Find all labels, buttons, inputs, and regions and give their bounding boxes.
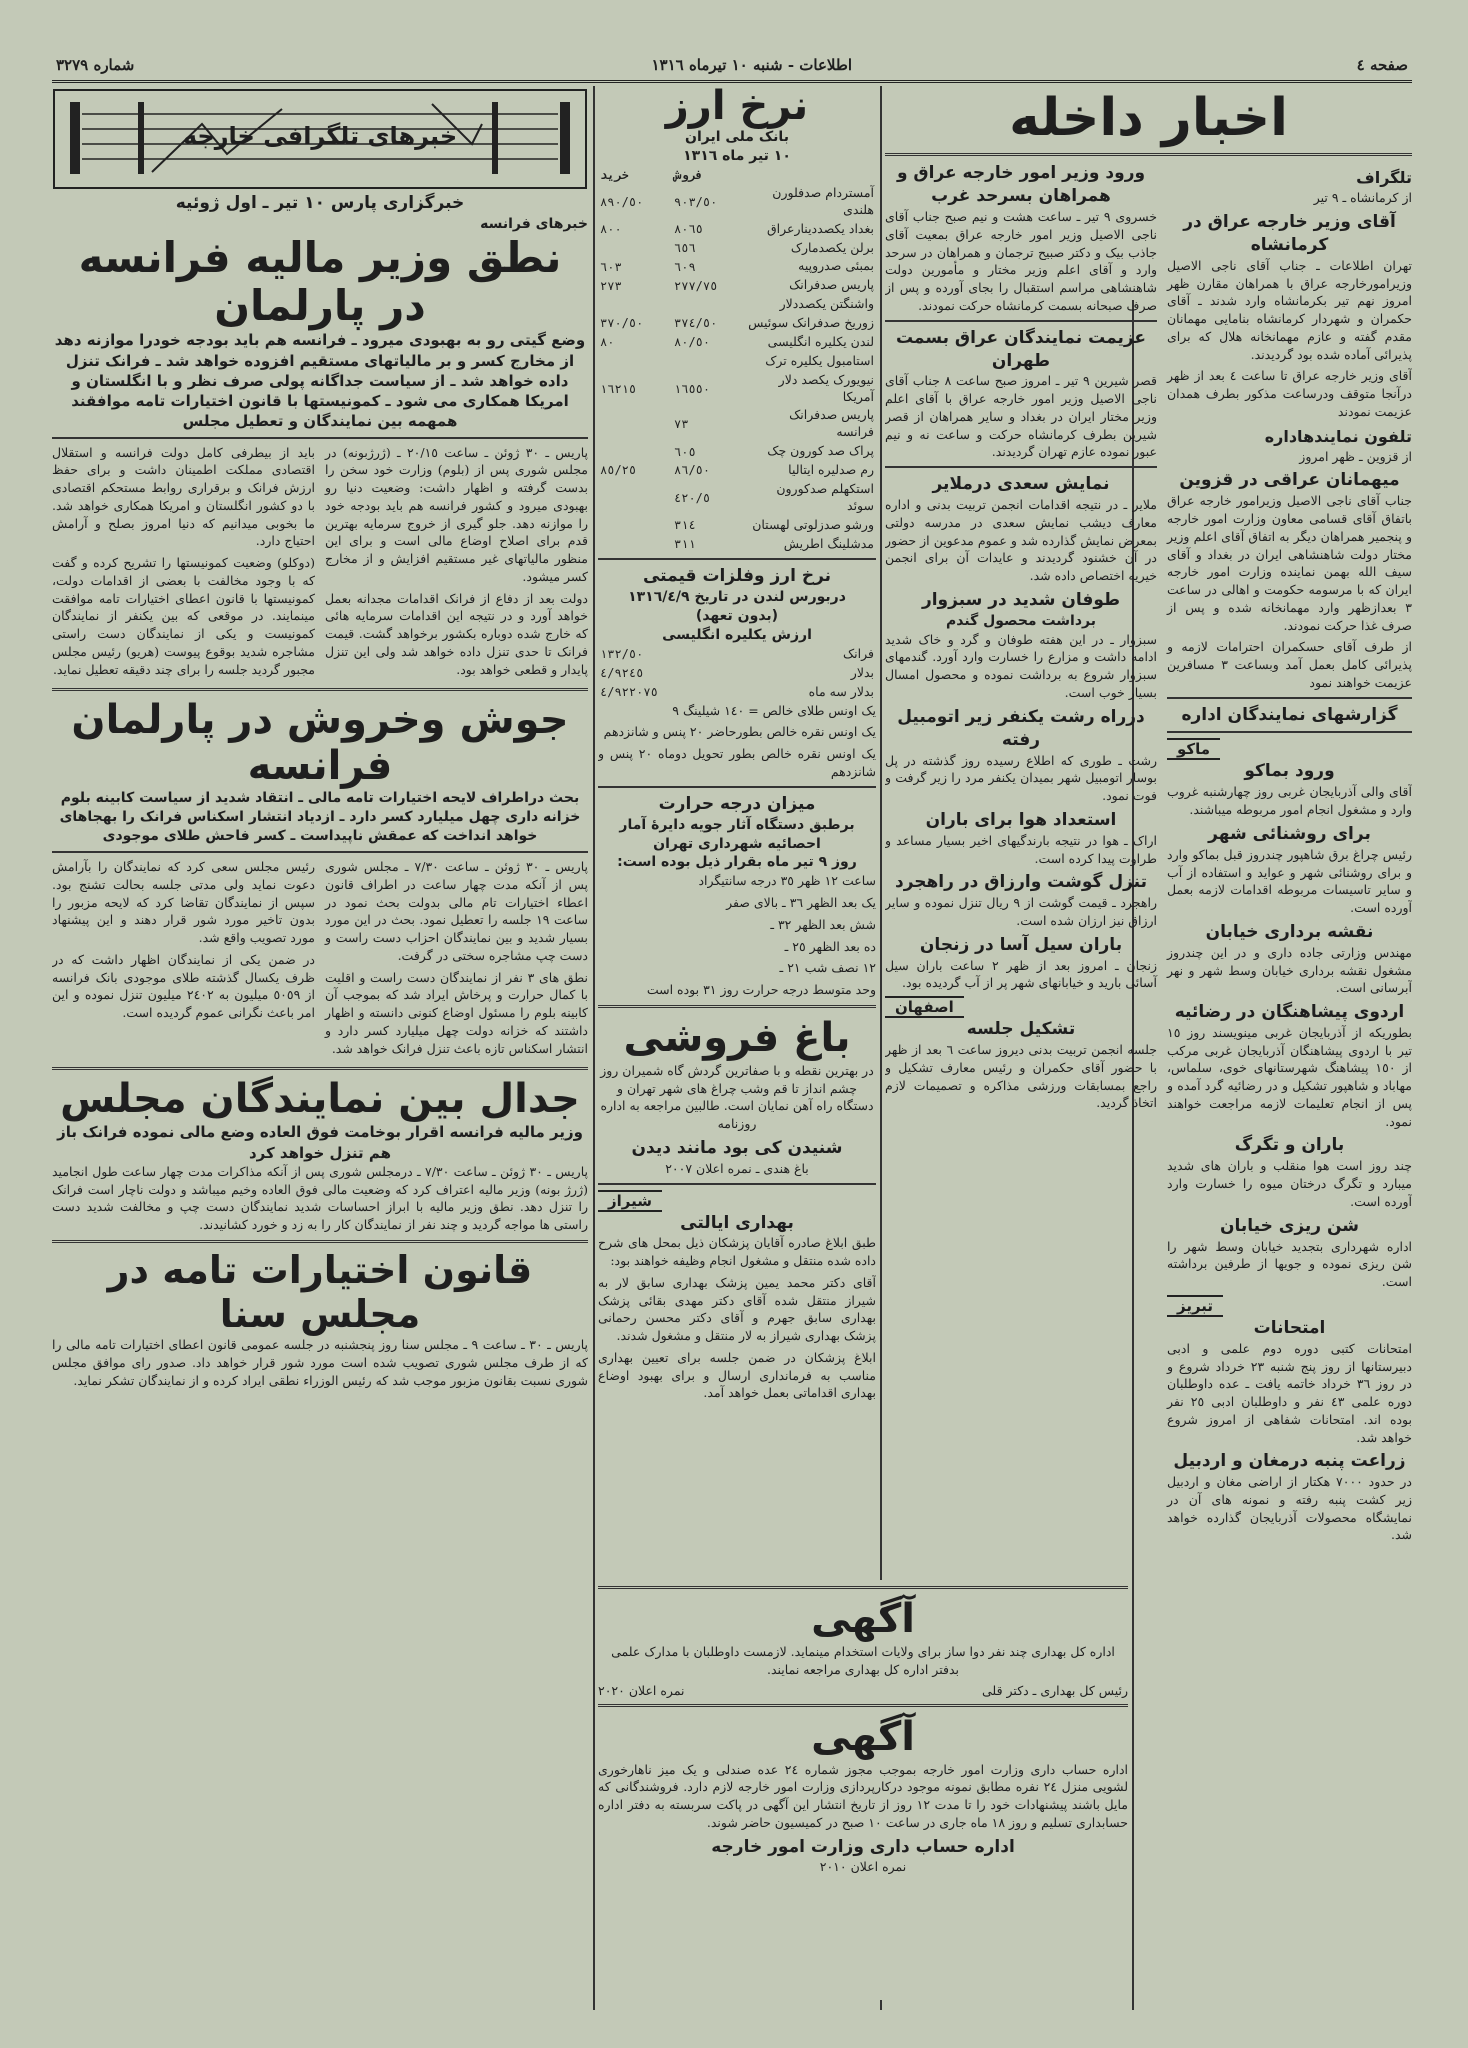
rate-row (598, 461, 876, 480)
ad2-body: اداره حساب داری وزارت امور خارجه بموجب مجوز شماره ٢٤ عده صندلی و یک میز ناهارخوری لشویی منزل ٢٤ نفره مطابق نمونه موجود درکارپردازی وزارت امور خارجه لازم دارد. فروشندگانی که مایل باشند پیشنهادات خود را تا مدت ١٢ روز از تاریخ انتشار این آگهی در پاکت سربسته به دفتر اداره حسابداری تسلیم و روز ١٨ ماه جاری در ساعت ١٠ صبح در کمیسیون حاضر شوند. (598, 1761, 1128, 1830)
kermanshah-title: آقای وزیر خارجه عراق در کرمانشاه (1183, 211, 1396, 255)
shiraz-body3: ابلاغ پزشکان در ضمن جلسه برای تعیین بهداری مناسب به فرمانداری ارسال و برای بهبود اوضاع بهداری اقداماتی بعمل خواهد آمد. (598, 1349, 876, 1401)
pound-value: ٤/٩٢٢٠٧٥ (600, 685, 658, 700)
rate-row (598, 276, 876, 295)
column-rule (593, 86, 595, 2010)
h1-subtitle: وضع گیتی رو به بهبودی میرود ـ فرانسه هم باید بودجه خودرا موازنه دهد از مخارج کسر و بر مالیاتهای مستقیم افزوده خواهد شد ـ فرانک تنزل داده خواهد شد ـ از سیاست جداگانه پولی صرف نظر و با انگلستان و امریکا همکاری می شود ـ کمونیستها با قانون اختیارات تامه موافقند (54, 331, 586, 411)
rate-label: ورشو صدزلوتی لهستان (752, 516, 874, 532)
rate-buy (598, 352, 672, 371)
rate-sell: ١٦٥٥٠ (674, 381, 711, 396)
rate-label: آمستردام صدفلورن هلندی (772, 184, 874, 217)
flood-body: زنجان ـ امروز بعد از ظهر ٢ ساعت باران سیل آسائی بارید و خیابانهای شهر پر از آب گردیده بود. (885, 957, 1157, 991)
ad2-signoff: اداره حساب داری وزارت امور خارجه (711, 1836, 1015, 1857)
metals-title: نرخ ارز وفلزات قیمتی (642, 566, 832, 587)
foreign-section-label: خبرهای فرانسه (480, 215, 588, 232)
departure-title: عزیمت نمایندگان عراق بسمت طهران (895, 327, 1147, 371)
ad2-title: آگهی (811, 1713, 915, 1760)
ads-block (598, 1580, 1128, 2000)
flood-title: باران سیل آسا در زنجان (919, 934, 1123, 955)
meat-title: تنزل گوشت وارزاق در راهجرد (894, 872, 1148, 893)
weather-row: ساعت ١٢ ظهر ٣٥ درجه سانتیگراد (698, 873, 876, 889)
qazvin-title: میهمانان عراقی در قزوین (1179, 470, 1400, 491)
rate-sell: ٢٧٧/٧٥ (674, 278, 718, 293)
foreign-banner-title: خبرهای تلگرافی خارجه (182, 122, 458, 150)
ad1-body: اداره کل بهداری چند نفر دوا ساز برای ولایات استخدام مینماید. لازمست داوطلبان با مدارک علمی بدفتر اداره کل بهداری مراجعه نمایند. (611, 1644, 1115, 1677)
pound-label: بدلار سه ماه (808, 683, 874, 699)
qazvin-body: جناب آقای ناجی الاصیل وزیرامور خارجه عراق باتفاق آقای قسامی معاون وزارت امور خارجه و پنجمیر همراهان دیگر به اتفاق آقای اعلم وزیر مختار دولت شاهنشاهی ایران در بغداد و آقای سیف الله بهمن نماینده وزارت امور خارجه ایران که با مرسومه حکومت و اهالی در ساعت ٣ بعدازظهر وارد مهمانخانه شده و پس از صرف غذا حرکت نمودند. (1167, 493, 1412, 633)
rate-sell: ٤٢٠/٥ (674, 490, 711, 505)
exams-title: امتحانات (1253, 1317, 1326, 1338)
garden-body2: شنیدن کی بود مانند دیدن (631, 1137, 843, 1158)
date-line: اطلاعات - شنبه ١٠ تیرماه ١٣١٦ (651, 56, 852, 74)
rates-title: نرخ ارز (665, 84, 809, 129)
storm-body: سبزوار ـ در این هفته طوفان و گرد و خاک شدید ادامه داشت و مزارع را خسارت وارد آورد. گندمهای سبزوار شروع به برداشت نموده و محصول امسال بسیار خوب است. (885, 631, 1157, 700)
foreign-news-section (52, 84, 588, 2012)
h4-title: قانون اختیارات تامه در مجلس سنا (107, 1247, 533, 1336)
weather-row: ده بعد الظهر ٢٥ ـ (784, 938, 876, 954)
storm-title: طوفان شدید در سبزوار (921, 589, 1121, 610)
issue-number: شماره ٣٢٧٩ (56, 56, 135, 74)
shiraz-label: شیراز (598, 1190, 662, 1212)
h2-body-d: در ضمن یکی از نمایندگان اظهار داشت که در ظرف یکسال گذشته طلای موجودی بانک فرانسه از ٥٠٥٩ میلیون به ٢٤٠٢ میلیون تنزل نموده و این امر باعث نگرانی عموم گردیده است. (52, 951, 315, 1021)
rate-buy: ٦٠٣ (600, 259, 622, 274)
rate-label: استامبول یکلیره ترک (765, 352, 874, 368)
rate-row (598, 257, 876, 276)
ad1-footer-right: نمره اعلان ٢٠٢٠ (598, 1682, 685, 1698)
rate-label: برلن یکصدمارک (790, 239, 874, 255)
rate-sell: ٧٣ (674, 417, 689, 432)
maku-body: آقای والی آذربایجان غربی روز چهارشنبه غروب وارد و مشغول انجام امور مربوطه میباشند. (1167, 784, 1412, 818)
rate-sell: ٨٠٦٥ (674, 222, 703, 237)
rate-label: لندن یکلیره انگلیسی (767, 333, 874, 349)
pound-row (598, 645, 876, 664)
rate-row (598, 220, 876, 239)
street-body: مهندس وزارتی جاده داری و در این چندروز مشغول نقشه برداری خیابان وسط شهر و نهر آبرسانی است. (1167, 944, 1412, 996)
kermanshah-dateline: از کرمانشاه ـ ۹ تیر (1313, 190, 1412, 206)
rate-buy (598, 480, 672, 516)
paving-body: اداره شهرداری بتجدید خیابان وسط شهر را شن ریزی نموده و جویها از طرفین برداشته است. (1167, 1238, 1412, 1290)
rate-sell: ٣١١ (674, 536, 696, 551)
rate-sell (672, 352, 746, 371)
col-buy-header: خرید (600, 167, 629, 182)
weather-row: ١٢ نصف شب ٢١ ـ (779, 960, 876, 976)
h2-body-b: نطق های ٣ نفر از نمایندگان دست راست و اقلیت با کمال حرارت و پرخاش ایراد شد که بموجب آن کابینه بلوم را مسئول اوضاع کنونی دانسته و اظهار داشتند که خزانه دولت چهل میلیارد کسر دارد و انتشار اسکناس تازه باعث تنزل فرانک خواهد شد. (325, 969, 588, 1056)
bridge-title: درراه رشت یکنفر زیر اتومبیل رفته (897, 706, 1145, 750)
rate-row (598, 442, 876, 461)
metals-subtitle2: (بدون تعهد) (695, 608, 779, 625)
rate-row (598, 333, 876, 352)
h1-title: نطق وزیر مالیه فرانسه در پارلمان (78, 232, 562, 331)
rate-row (598, 371, 876, 407)
h1-body-d: (دوکلو) وضعیت کمونیستها را تشریح کرده و گفت که با وجود مخالفت با بعضی از اقدامات دولت، کمونیستها با قانون اعطای اختیارات تامه موافقت مینمایند. در موقعی که بین یکنفر از نمایندگان کمونیست و یکی از نمایندگان دست راستی مشاجره شدید بوقوع پیوست (هریو) رئیس مجلس مجبور گردید جلسه را برای چند دقیقه تعطیل نماید. (52, 555, 315, 677)
pound-value: ٤/٩٢٤٥ (600, 666, 644, 681)
bridge-body: رشت ـ طوری که اطلاع رسیده روز گذشته در پل بوسار اتومبیل شهر بمیدان یکنفر مرد را زیر گرفت و فوت نمود. (885, 752, 1157, 804)
meeting-title: تشکیل جلسه (966, 1019, 1076, 1040)
ad1-footer-left: رئیس کل بهداری ـ دکتر قلی (982, 1682, 1128, 1698)
rate-sell (672, 295, 746, 314)
kermanshah-body: تهران اطلاعات ـ جناب آقای ناجی الاصیل وزیرامورخارجه عراق با همراهان مقارن ظهر امروز نهم تیر بکرمانشاه وارد شدند ـ آقای حکمران و شهردار کرمانشاه بنامایی مهمانان مقدم گفته و عازم مهمانخانه هلال که برای پذیرائی آماده شده بود گردیدند. (1167, 257, 1412, 362)
h1-body-b: دولت بعد از دفاع از فرانک اقدامات مجدانه بعمل خواهد آورد و در نتیجه این اقدامات سرمایه هائی که خارج شده دوباره بکشور برخواهد گشت. قیمت فرانک تا حدی تنزل داده خواهد شد ولی این تنزل پایدار و قطعی خواهد بود. (325, 590, 588, 677)
rates-source: بانک ملی ایران (685, 129, 789, 145)
rate-row (598, 480, 876, 516)
h3-body: پاریس ـ ٣٠ ژوئن ـ ساعت ٧/٣٠ ـ درمجلس شوری پس از آنکه مذاکرات مدت چهار ساعت طول انجامید (ژرژ بونه) وزیر مالیه اعتراف کرد که وضعیت مالی فوق العاده وخیم میباشد و دولت ناچار است فرانک را تنزل دهد. نطق وزیر مالیه با ابراز احساسات شدید نمایندگان دست چپ و مخالفت شدید دست راستی ها مواجه گردید و چند نفر از نمایندگان کار را به زد و خورد کشانیدند. (52, 1163, 588, 1233)
metals-subtitle: دربورس لندن در تاریخ ١٣١٦/٤/٩ (628, 589, 846, 606)
camps-title: اردوی پیشاهنگان در رضائیه (1174, 1002, 1405, 1022)
garden-footer: باغ هندی ـ نمره اعلان ٢٠٠٧ (665, 1160, 809, 1176)
weather-title: میزان درجه حرارت (658, 793, 816, 814)
garden-body: در بهترین نقطه و با صفاترین گردش گاه شمیران روز چشم انداز تا قم وشب چراغ های شهر تهران و دستگاه راه آهن نمایان است. طالبین مراجعه به اداره روزنامه (600, 1062, 874, 1132)
rate-buy: ١٦٢١٥ (600, 381, 637, 396)
cotton-title: زراعت پنبه درمغان و اردبیل (1173, 1451, 1406, 1472)
pound-row (598, 664, 876, 683)
garden-title: باغ فروشی (623, 1014, 851, 1061)
arrival-title: ورود وزیر امور خارجه عراق و همراهان بسرحد غرب (896, 163, 1146, 207)
gold-line: یک اونس نقره خالص بطورحاضر ٢٠ پنس و شانزدهم (603, 724, 876, 740)
maku-title: ورود بماکو (1244, 761, 1335, 782)
rate-sell: ٣١٤ (674, 518, 696, 533)
h1-subtitle2: همهمه بین نمایندگان و تعطیل مجلس (182, 412, 458, 431)
rates-date: ١٠ تیر ماه ١٣١٦ (683, 147, 791, 164)
rate-label: بمبئی صدروپیه (798, 258, 874, 274)
exhibit-title: نمایش سعدی درملایر (932, 474, 1110, 495)
weather-row: یک بعد الظهر ٣٦ ـ بالای صفر (726, 895, 876, 911)
shiraz-title: بهداری ایالتی (680, 1212, 794, 1233)
departure-body: قصر شیرین ۹ تیر ـ امروز صبح ساعت ٨ جناب آقای ناجی الاصیل وزیر امور خارجه عراق با آقای اعلم وزیر مختار ایران در بغداد و سایر همراهان از قصر شیرین بطرف کرمانشاه حرکت و ساعت نه و نیم عبور نموده عازم تهران گردیدند. (885, 373, 1157, 460)
domestic-left-column (885, 162, 1157, 1548)
meeting-body: جلسه انجمن تربیت بدنی دیروز ساعت ٦ بعد از ظهر با حضور آقای حکمران و رئیس معارف تشکیل و راجع بمسابقات ورزشی مذاکره و تصمیمات لازم اتخاذ گردید. (885, 1042, 1157, 1111)
rate-sell: ٨٦/٥٠ (674, 463, 711, 478)
rate-row (598, 516, 876, 535)
rate-sell: ٨٠/٥٠ (674, 335, 711, 350)
h2-body-a: پاریس ـ ٣٠ ژوئن ـ ساعت ٧/٣٠ ـ مجلس شوری پس از آنکه مدت چهار ساعت در اطراف قانون اعطاء اختیارات تام مالی بدولت بحث نمود در ساعت ١٩ جلسه را تعطیل نمود. بحث در این مورد بسیار شدید و بین نمایندگان احزاب دست راست و دست چپ مشاجره سختی در گرفت. (325, 859, 588, 963)
weather-line: روز ٩ تیر ماه بقرار ذیل بوده است: (617, 854, 857, 871)
gold-line: یک اونس طلای خالص = ١٤٠ شیلینگ ٩ (672, 702, 876, 718)
shiraz-body: طبق ابلاغ صادره آقایان پزشکان ذیل بمحل های شرح داده شده منتقل و مشغول انجام وظیفه خواهند بود: (598, 1235, 876, 1269)
h2-title: جوش وخروش در پارلمان فرانسه (71, 697, 569, 790)
rate-sell: ٩٠٣/٥٠ (674, 194, 718, 209)
rate-buy: ٣٧٠/٥٠ (600, 316, 644, 331)
rate-sell: ٦٠٩ (674, 259, 696, 274)
cotton-body: در حدود ٧٠٠٠ هکتار از اراضی مغان و اردبیل زیر کشت پنبه رفته و نمونه های آن در نمایشگاه محصولات آذربایجان گذارده خواهد شد. (1167, 1474, 1412, 1543)
qazvin-dateline: از قزوین ـ ظهر امروز (1299, 448, 1412, 464)
lighting-body: رئیس چراغ برق شاهپور چندروز قبل بماکو وارد و برای روشنائی شهر و عواید و استفاده از آب و سایر تاسیسات مربوطه اقدامات لازمه بعمل آورده است. (1167, 846, 1412, 916)
tabriz-label: تبریز (1167, 1295, 1223, 1317)
rain-title: باران و تگرگ (1234, 1135, 1345, 1156)
rate-row (598, 314, 876, 333)
page-number: صفحه ٤ (1356, 56, 1408, 74)
paving-title: شن ریزی خیابان (1219, 1215, 1360, 1236)
h1-body-a: پاریس ـ ٣٠ ژوئن ـ ساعت ٢٠/١٥ ـ (ژرژبونه) در مجلس شوری پس از (بلوم) وزارت خود سخن را بدست گرفته و اظهار داشت: وضعیت دنیا رو بهبودی میرود و کشور فرانسه هم باید بودجه خود را موازنه دهد. جلو گیری از خروج سرمایه بهترین قدم برای اصلاح اوضاع مالی است و برای این منظور مالیاتهای غیر مستقیم افزایش و از مخارج کسر میشود. (325, 444, 588, 584)
rate-sell: ٦٠٥ (674, 444, 696, 459)
rate-label: پاریس صدفرانک (789, 277, 874, 293)
domestic-masthead: اخبار داخله (1009, 88, 1288, 148)
weather-row: وحد متوسط درجه حرارت روز ٣١ بوده است (646, 982, 876, 998)
street-title: نقشه برداری خیابان (1205, 921, 1374, 942)
rate-buy: ٨٠٠ (600, 222, 622, 237)
page-header (52, 54, 1412, 83)
weather-row: شش بعد الظهر ٣٢ ـ (770, 916, 876, 932)
reports-label: گزارشهای نمایندگان اداره (1181, 704, 1398, 725)
rate-row (598, 535, 876, 554)
rate-buy (598, 295, 672, 314)
rate-buy (598, 516, 672, 535)
isfahan-label: اصفهان (885, 996, 964, 1018)
rate-buy (598, 239, 672, 258)
rate-label: نیویورک یکصد دلار آمریکا (778, 371, 874, 404)
maku-label: ماکو (1167, 738, 1220, 760)
rate-buy (598, 535, 672, 554)
rate-label: پاریس صدفرانک فرانسه (789, 407, 874, 440)
arrival-body: خسروی ۹ تیر ـ ساعت هشت و نیم صبح جناب آقای ناجی الاصیل وزیر امور خارجه عراق بمعیت آقای جاذب بیک و دکتر صبیح ترجمان و همراهان در سرحد وارد و آقای اعلم وزیر مختار و مأمورین دولت شاهنشاهی مراسم استقبال را بجای آورده و پس از صرف صبحانه بسمت کرمانشاه حرکت نمودند. (885, 209, 1158, 313)
h2-subtitle: بحث دراطراف لایحه اختیارات تامه مالی ـ انتقاد شدید از سیاست کابینه بلوم خزانه داری چهل میلیارد کسر دارد ـ ازدیاد انتشار اسکناس فرانک را بهجاهای خواهد انداخت که عمقش ناپیداست ـ کسر فاحش طلای موجودی (59, 790, 581, 845)
rates-table (598, 166, 876, 554)
rate-buy: ٢٧٣ (600, 278, 622, 293)
shiraz-body2: آقای دکتر محمد یمین پزشک بهداری سابق لار به شیراز منتقل شده آقای دکتر مهدی بقائی پزشک بهداری سابق جهرم و آقای دکتر محسن رحمانی پزشک بهداری شیراز به لار منتقل و مشغول شدند. (598, 1274, 876, 1344)
pound-table (598, 645, 876, 702)
rate-sell: ٣٧٤/٥٠ (674, 316, 718, 331)
rain-body: چند روز است هوا منقلب و باران های شدید میبارد و تگرگ درختان میوه را خسارت وارد آورده است. (1167, 1158, 1412, 1209)
rate-buy (598, 406, 672, 442)
rate-label: واشنگتن یکصددلار (779, 296, 874, 312)
camps-body: بطوریکه از آذربایجان غربی مینویسند روز ١٥ تیر با اردوی پیشاهنگان آذربایجان غربی مرکب از ١٥٠ پیشاهنگ شهرستانهای خوی، سلماس، مهاباد و شاهپور تشکیل و در رضائیه گرد آمده و پس از انجام تعلیمات لازمه مراجعت خواهند نمود. (1167, 1024, 1412, 1129)
lighting-title: برای روشنائی شهر (1208, 823, 1371, 844)
rate-buy: ٨٩٠/٥٠ (600, 194, 644, 209)
rate-buy: ٨٠ (600, 335, 615, 350)
gold-line: یک اونس نقره خالص بطور تحویل دوماه ٢٠ پنس و شانزدهم (598, 746, 876, 779)
rate-label: بغداد یکصددینارعراق (766, 220, 874, 236)
storm-subtitle: برداشت محصول گندم (946, 612, 1096, 629)
rate-label: استکهلم صدکورون سوئد (776, 480, 874, 513)
h3-title: جدال بین نمایندگان مجلس (60, 1076, 580, 1123)
col-sell-header: فروش (674, 167, 703, 182)
foreign-dateline: خبرگزاری پارس ١٠ تیر ـ اول ژوئیه (175, 193, 465, 213)
h1-body-c: باید از بیطرفی کامل دولت فرانسه و استقلال اقتصادی مملکت اطمینان داشت و برای حفظ ارزش فرانک و برقراری روابط مستحکم اقتصادی با دو کشور انگلستان و امریکا همکاری خواهد شد. ما بخوبی میدانیم که دنیا امروز بصلح و آرامش احتیاج دارد. (52, 444, 315, 549)
exams-body: امتحانات کتبی دوره دوم علمی و ادبی دبیرستانها از روز پنج شنبه ٢٣ خرداد شروع و در روز ٣٦ خرداد خاتمه یافت ـ عده داوطلبان دوره علمی ٤٣ نفر و داوطلبان ادبی ٢٥ نفر بوده اند. امتحانات شفاهی از امروز شروع خواهد شد. (1167, 1340, 1412, 1445)
qazvin-body2: از طرف آقای حسکمران احترامات لازمه و پذیرائی کامل بعمل آمد وبساعت ٣ مسافرین عزیمت خواهند نمود (1167, 639, 1412, 690)
rate-row (598, 295, 876, 314)
telegraph-label: تلگراف (1356, 168, 1412, 188)
rate-label: پراک صد کورون چک (767, 443, 874, 459)
rate-label: زوریخ صدفرانک سوئیس (748, 315, 874, 331)
kermanshah-body2: آقای وزیر خارجه عراق تا ساعت ٤ بعد از ظهر درآنجا متوقف ودرساعت مذکور بطرف همدان عزیمت نمودند (1167, 368, 1412, 419)
rate-sell: ٦٥٦ (674, 240, 696, 255)
weather-rows (598, 872, 876, 999)
h3-subtitle: وزیر مالیه فرانسه اقرار بوخامت فوق العاده وضع مالی نموده فرانک باز هم تنزل خواهد کرد (57, 1123, 583, 1162)
rainfall-title: استعداد هوا برای باران (925, 809, 1117, 830)
h4-body: پاریس ـ ٣٠ ـ ساعت ٩ ـ مجلس سنا روز پنجشنبه در جلسه عمومی قانون اعطای اختیارات تامه مالی را که از طرف مجلس شوری تصویب شده است مورد شور قرار خواهد داد. صدور رای موافق مجلس شوری نسبت بقانون مزبور موجب شد که رئیس الوزراء نطقی ایراد کرده و از نمایندگان تشکر نماید. (52, 1337, 588, 1388)
rainfall-body: اراک ـ هوا در نتیجه بارندگیهای اخیر بسیار مساعد و طراوت پیدا کرده است. (885, 832, 1157, 866)
meat-body: راهجرد ـ قیمت گوشت از ٩ ریال تنزل نموده و سایر ارزاق نیز ارزان شده است. (885, 895, 1157, 928)
weather-sub: برطبق دستگاه آثار جویه دایرۀ آمار احصائیه شهرداری تهران (619, 816, 855, 852)
rate-label: رم صدلیره ایتالیا (788, 462, 874, 478)
pound-value: ١٣٢/٥٠ (600, 647, 644, 662)
pound-label: بدلار (850, 664, 874, 680)
rate-buy: ٨٥/٢٥ (600, 463, 637, 478)
rate-buy (598, 442, 672, 461)
gold-lines (598, 702, 876, 781)
pound-title: ارزش یکلیره انگلیسی (662, 627, 812, 644)
rate-row (598, 239, 876, 258)
ad1-title: آگهی (811, 1596, 915, 1642)
pound-label: فرانک (842, 646, 874, 662)
pound-row (598, 683, 876, 702)
domestic-right-column (1167, 162, 1412, 1548)
rate-row (598, 352, 876, 371)
h2-body-c: رئیس مجلس سعی کرد که نمایندگان را بآرامش دعوت نماید ولی مدتی جلسه بحالت تشنج بود. سپس از نمایندگان تقاضا کرد که لایحه مزبور را بدون تاخیر مورد شور قرار دهند و این پیشنهاد مورد تصویب واقع شد. (52, 859, 315, 946)
rate-row (598, 184, 876, 220)
exhibit-body: ملایر ـ در نتیجه اقدامات انجمن تربیت بدنی و اداره معارف دیشب نمایش سعدی در مدرسه دولتی بمعرض نمایش گذارده شد و عموم مدعوین از حضور در آن خشنود گردیدند و عایدات آن برای انجمن خیریه اختصاص داده شد. (885, 497, 1157, 584)
rate-row (598, 406, 876, 442)
ad2-footer: نمره اعلان ٢٠١٠ (819, 1859, 907, 1875)
rate-label: مدشلینگ اطریش (783, 535, 874, 551)
telephone-label: تلفون نمایندهاداره (1264, 426, 1412, 446)
